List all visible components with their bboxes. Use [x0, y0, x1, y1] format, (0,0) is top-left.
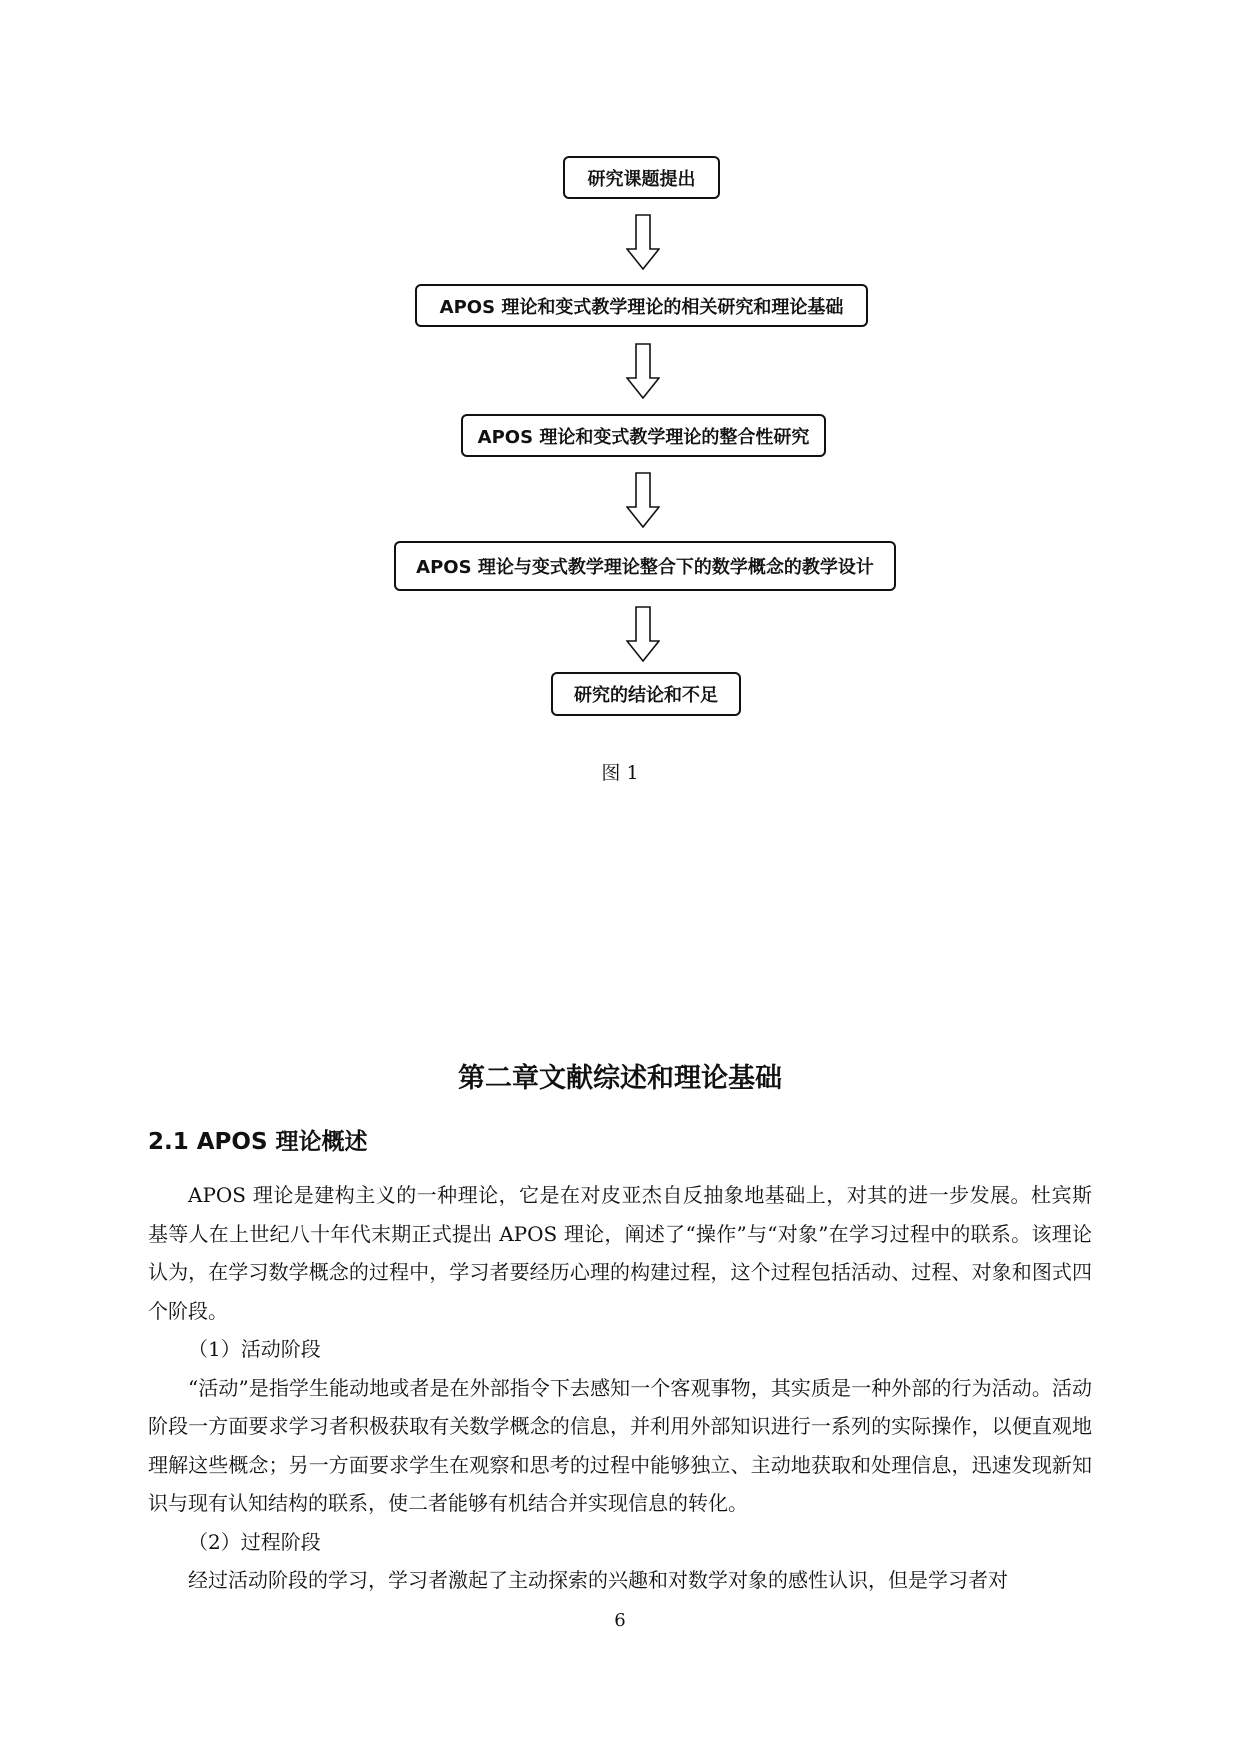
- down-arrow-icon: [626, 472, 660, 528]
- flow-box-3: APOS 理论和变式教学理论的整合性研究: [461, 414, 826, 457]
- flow-box-2: APOS 理论和变式教学理论的相关研究和理论基础: [415, 284, 868, 327]
- flow-box-5: 研究的结论和不足: [551, 672, 741, 716]
- flow-box-1: 研究课题提出: [563, 156, 720, 199]
- paragraph: （1）活动阶段: [188, 1337, 321, 1361]
- paragraph: 经过活动阶段的学习，学习者激起了主动探索的兴趣和对数学对象的感性认识，但是学习者对: [188, 1568, 1008, 1592]
- chapter-title: 第二章文献综述和理论基础: [458, 1063, 782, 1094]
- paragraph: APOS 理论是建构主义的一种理论，它是在对皮亚杰自反抽象地基础上，对其的进一步发展。杜宾斯基等人在上世纪八十年代末期正式提出 APOS 理论，阐述了“操作”与“对象”在学习过程中的联系。该理论认为，在学习数学概念的过程中，学习者要经历心理的构建过程，这个过程包括活动、过程、对象和图式四个阶段。: [148, 1183, 1092, 1323]
- research-flowchart: [0, 0, 1240, 800]
- paragraph: “活动”是指学生能动地或者是在外部指令下去感知一个客观事物，其实质是一种外部的行为活动。活动阶段一方面要求学习者积极获取有关数学概念的信息，并利用外部知识进行一系列的实际操作，以便直观地理解这些概念；另一方面要求学生在观察和思考的过程中能够独立、主动地获取和处理信息，迅速发现新知识与现有认知结构的联系，使二者能够有机结合并实现信息的转化。: [148, 1375, 1092, 1515]
- paragraph: （2）过程阶段: [188, 1529, 321, 1554]
- down-arrow-icon: [626, 214, 660, 270]
- down-arrow-icon: [626, 343, 660, 399]
- figure-caption: 图 1: [601, 762, 639, 784]
- flow-box-4: APOS 理论与变式教学理论整合下的数学概念的教学设计: [394, 541, 896, 591]
- body-text: [148, 1176, 1092, 1600]
- section-title: 2.1 APOS 理论概述: [148, 1129, 368, 1155]
- down-arrow-icon: [626, 606, 660, 662]
- page-number: 6: [614, 1610, 626, 1631]
